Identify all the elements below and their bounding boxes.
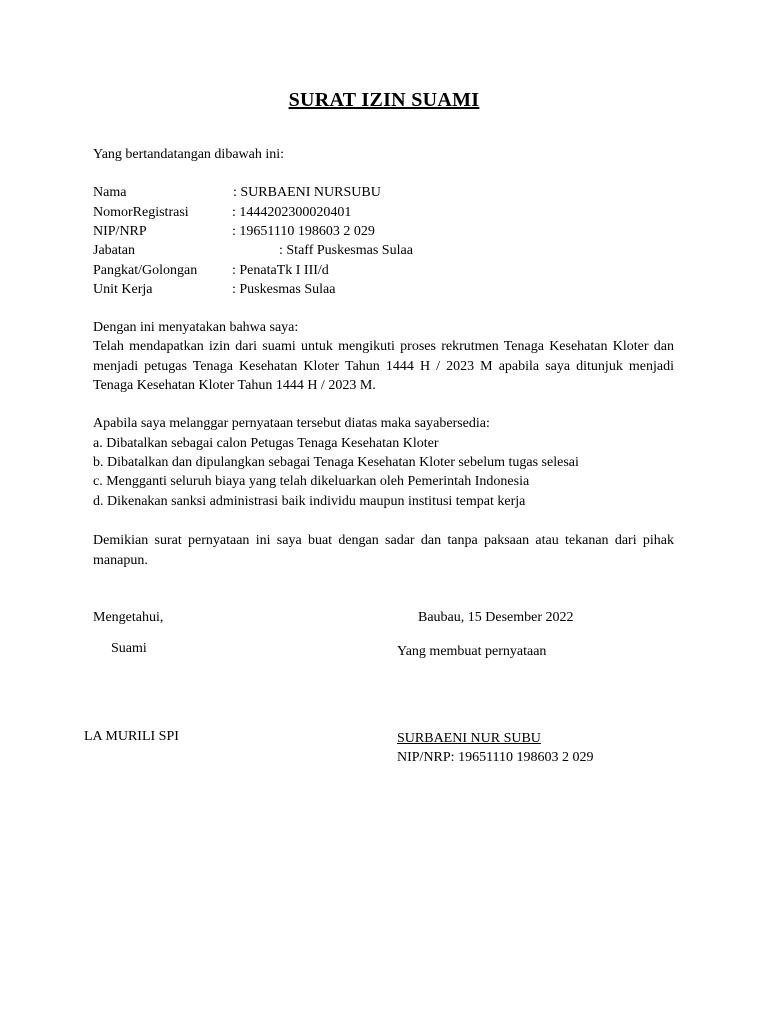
left-signature-role: Suami [111,641,147,656]
field-label: NIP/NRP [93,224,147,239]
field-label: Pangkat/Golongan [93,263,198,278]
field-label: Jabatan [93,243,135,258]
document-title: SURAT IZIN SUAMI [288,89,480,111]
statement-intro: Dengan ini menyatakan bahwa saya: [93,320,299,335]
right-signatory-name: SURBAENI NUR SUBU [397,731,541,746]
field-value: : Staff Puskesmas Sulaa [279,243,413,258]
field-label: NomorRegistrasi [93,205,189,220]
violation-item: d. Dikenakan sanksi administrasi baik individu maupun institusi tempat kerja [93,494,526,509]
field-label: Nama [93,185,127,200]
left-signature-heading: Mengetahui, [93,610,164,625]
field-label: Unit Kerja [93,282,153,297]
intro-text: Yang bertandatangan dibawah ini: [93,147,285,162]
violation-item: c. Mengganti seluruh biaya yang telah dikeluarkan oleh Pemerintah Indonesia [93,474,530,489]
field-value: : 19651110 198603 2 029 [232,224,375,239]
field-value: : PenataTk I III/d [232,263,329,278]
violation-intro: Apabila saya melanggar pernyataan tersebut diatas maka sayabersedia: [93,416,490,431]
right-signature-role: Yang membuat pernyataan [397,644,547,659]
left-signatory-name: LA MURILI SPI [84,729,179,744]
right-signatory-id: NIP/NRP: 19651110 198603 2 029 [397,750,594,765]
violation-item: b. Dibatalkan dan dipulangkan sebagai Tenaga Kesehatan Kloter sebelum tugas selesai [93,455,579,470]
right-place-date: Baubau, 15 Desember 2022 [418,610,574,625]
field-value: : SURBAENI NURSUBU [233,185,381,200]
violation-item: a. Dibatalkan sebagai calon Petugas Tenaga Kesehatan Kloter [93,436,439,451]
statement-body: Telah mendapatkan izin dari suami untuk mengikuti proses rekrutmen Tenaga Kesehatan Kloter dan menjadi petugas Tenaga Kesehatan Kloter Tahun 1444 H / 2023 M apabila saya ditunjuk menjadi Tenaga Kesehatan Kloter Tahun 1444 H / 2023 M. [93,339,674,393]
closing-paragraph: Demikian surat pernyataan ini saya buat dengan sadar dan tanpa paksaan atau tekanan dari pihak manapun. [93,533,674,568]
field-value: : Puskesmas Sulaa [232,282,336,297]
field-value: : 1444202300020401 [232,205,352,220]
